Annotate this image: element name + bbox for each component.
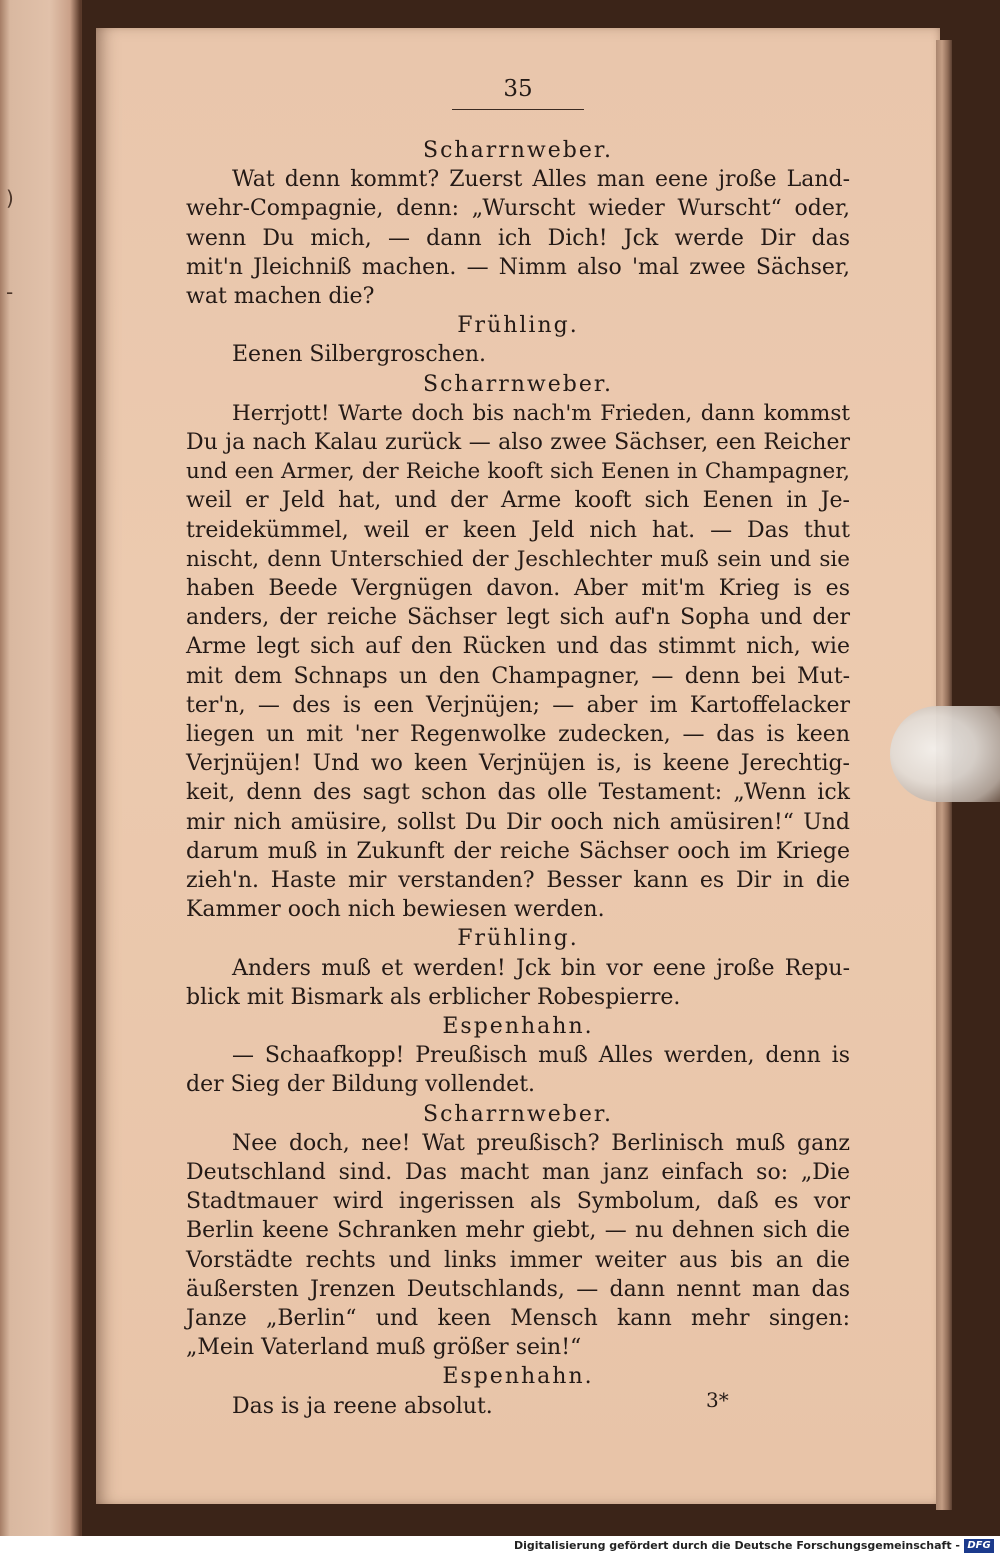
speaker-name: Espenhahn. — [442, 1364, 594, 1390]
page-number: 35 — [503, 76, 533, 102]
text-line: Vorstädte rechts und links immer weiter aus bis an die — [186, 1247, 850, 1273]
text-line: Eenen Silbergroschen. — [232, 342, 486, 368]
text-line: Das is ja reene absolut. — [232, 1393, 493, 1419]
speaker-name: Espenhahn. — [442, 1014, 594, 1039]
text-line: wehr-Compagnie, denn: „Wurscht wieder Wurscht“ oder, — [186, 196, 850, 222]
speaker-name: Scharrnweber. — [423, 138, 613, 163]
text-line: wenn Du mich, — dann ich Dich! Jck werde Dir das — [186, 225, 850, 251]
text-line: Nee doch, nee! Wat preußisch? Berlinisch muß ganz — [232, 1130, 850, 1156]
text-line: liegen un mit 'ner Regenwolke zudecken, — das is keen — [186, 722, 850, 747]
text-line: Herrjott! Warte doch bis nach'm Frieden, dann kommst — [232, 400, 850, 426]
text-line: ter'n, — des is een Verjnüjen; — aber im Kartoffelacker — [186, 692, 850, 718]
text-line: weil er Jeld hat, und der Arme kooft sich Eenen in Je- — [186, 488, 850, 514]
text-line: Berlin keene Schranken mehr giebt, — nu dehnen sich die — [186, 1218, 850, 1244]
text-line: mit dem Schnaps un den Champagner, — denn bei Mut- — [186, 663, 850, 689]
text-line: Stadtmauer wird ingerissen als Symbolum, daß es vor — [186, 1189, 850, 1215]
text-line: Du ja nach Kalau zurück — also zwee Sächser, een Reicher — [186, 430, 850, 455]
text-line: blick mit Bismark als erblicher Robespierre. — [186, 984, 681, 1010]
text-line: Janze „Berlin“ und keen Mensch kann mehr singen: — [186, 1306, 850, 1331]
text-line: der Sieg der Bildung vollendet. — [186, 1072, 536, 1098]
text-line: zieh'n. Haste mir verstanden? Besser kann es Dir in die — [186, 868, 850, 893]
left-page-edge — [0, 0, 82, 1540]
dfg-logo: DFG — [964, 1539, 994, 1553]
left-page-mark: ) — [6, 186, 14, 210]
digitization-credit: Digitalisierung gefördert durch die Deutsche Forschungsgemeinschaft - — [513, 1539, 960, 1552]
text-line: „Mein Vaterland muß größer sein!“ — [186, 1335, 582, 1361]
signature-mark: 3* — [706, 1388, 729, 1412]
text-line: nischt, denn Unterschied der Jeschlechter muß sein und sie — [186, 546, 850, 572]
text-line: mir nich amüsire, sollst Du Dir ooch nich amüsiren!“ Und — [186, 809, 850, 835]
speaker-name: Scharrnweber. — [423, 371, 613, 397]
speaker-name: Frühling. — [457, 313, 579, 339]
speaker-name: Scharrnweber. — [423, 1101, 613, 1127]
text-line: äußersten Jrenzen Deutschlands, — dann nennt man das — [186, 1276, 850, 1302]
text-line: wat machen die? — [186, 284, 375, 309]
text-line: Anders muß et werden! Jck bin vor eene jroße Repu- — [232, 955, 850, 981]
text-line: Verjnüjen! Und wo keen Verjnüjen is, is keene Jerechtig- — [186, 751, 850, 777]
speaker-name: Frühling. — [457, 926, 579, 952]
bookmark-tab — [890, 706, 1000, 802]
text-line: mit'n Jleichniß machen. — Nimm also 'mal zwee Sächser, — [186, 254, 850, 280]
text-line: Deutschland sind. Das macht man janz einfach so: „Die — [186, 1160, 850, 1185]
text-line: und een Armer, der Reiche kooft sich Eenen in Champagner, — [186, 459, 850, 485]
text-line: keit, denn des sagt schon das olle Testament: „Wenn ick — [186, 780, 850, 806]
text-line: treidekümmel, weil er keen Jeld nich hat. — Das thut — [186, 517, 850, 543]
text-line: — Schaafkopp! Preußisch muß Alles werden, denn is — [232, 1043, 850, 1069]
text-line: darum muß in Zukunft der reiche Sächser ooch im Kriege — [186, 838, 850, 864]
text-line: Wat denn kommt? Zuerst Alles man eene jroße Land- — [232, 167, 850, 193]
left-page-mark: - — [6, 280, 14, 304]
text-line: haben Beede Vergnügen davon. Aber mit'm Krieg is es — [186, 576, 850, 601]
text-line: Kammer ooch nich bewiesen werden. — [186, 897, 605, 923]
page-number-rule — [452, 109, 584, 110]
text-line: Arme legt sich auf den Rücken und das stimmt nich, wie — [186, 634, 850, 660]
text-line: anders, der reiche Sächser legt sich auf'n Sopha und der — [186, 605, 850, 631]
